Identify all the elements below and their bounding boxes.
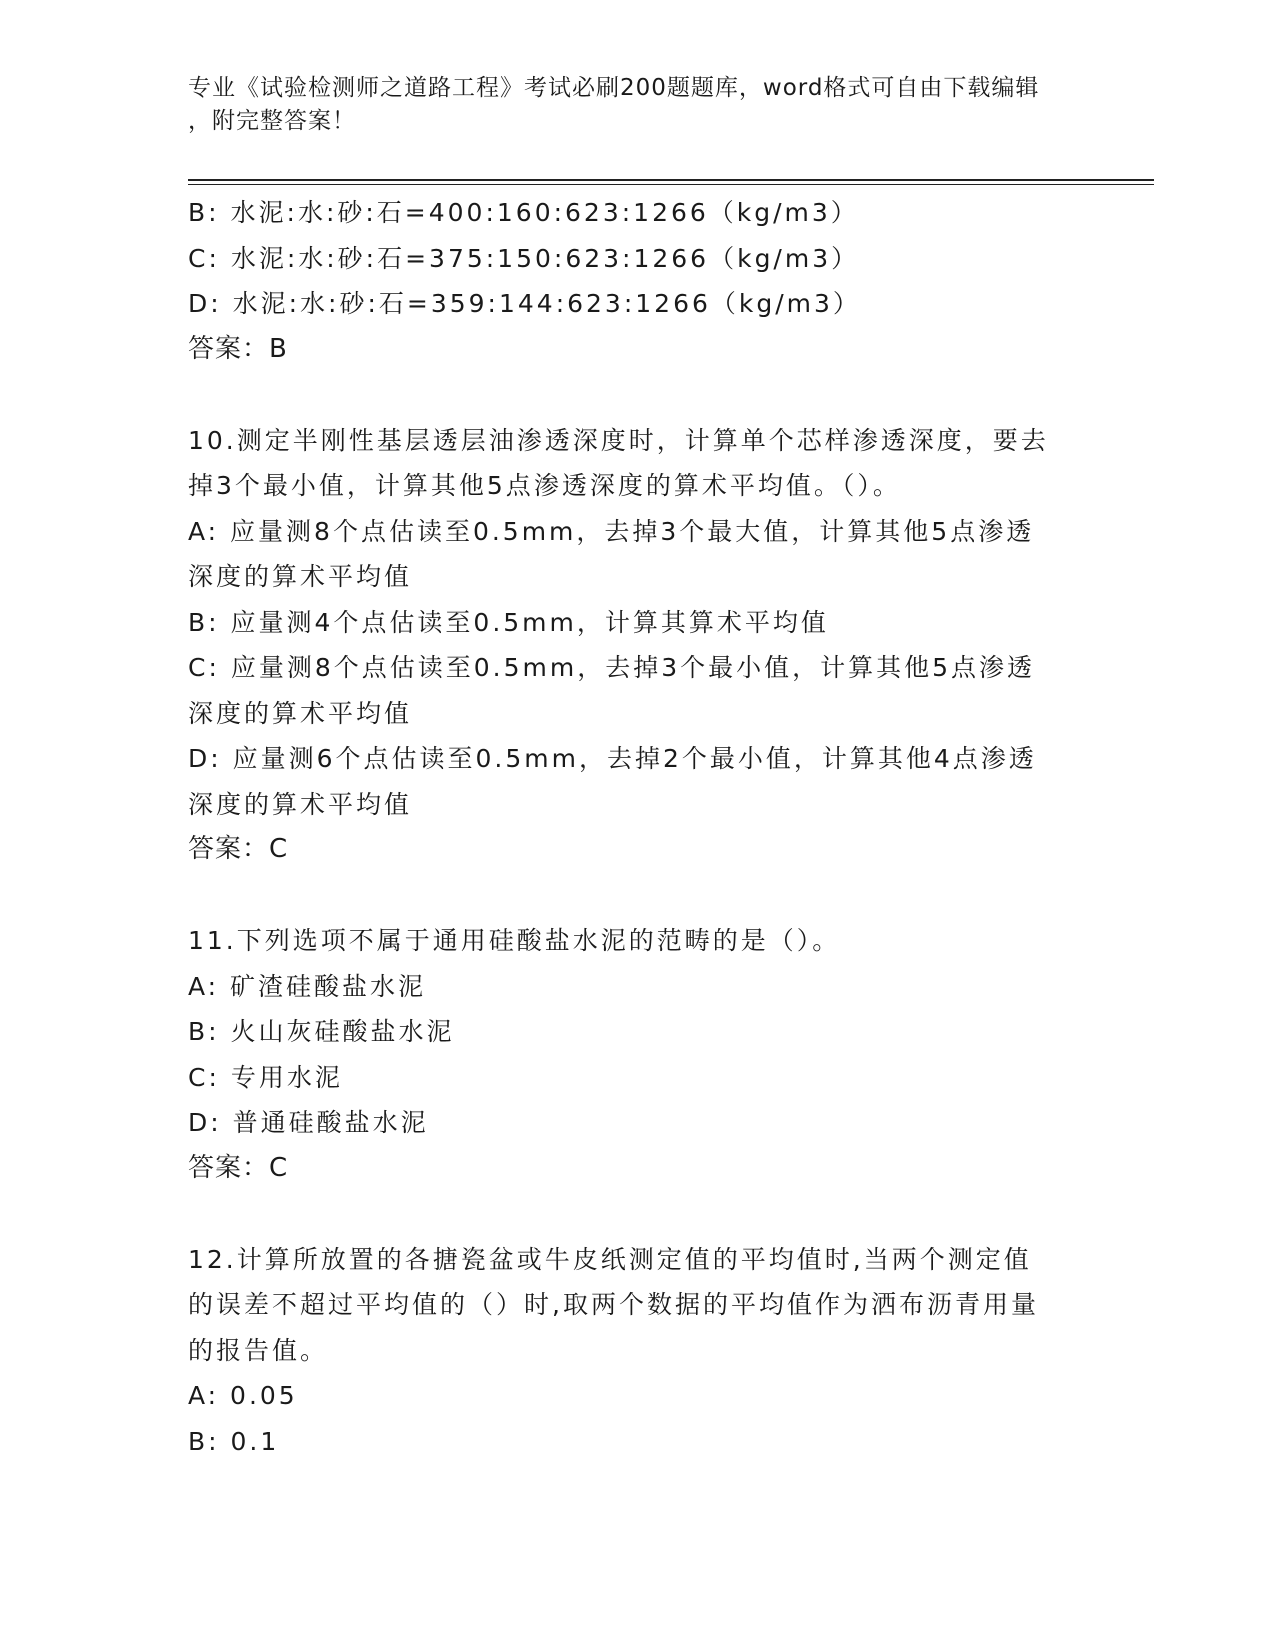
question-stem-line: 掉3个最小值，计算其他5点渗透深度的算术平均值。（）。	[188, 471, 901, 500]
document-header	[188, 72, 1068, 138]
answer-line: 答案：B	[188, 333, 288, 364]
option-a: A: 0.05	[188, 1381, 298, 1410]
option-c: C: 水泥:水:砂:石=375:150:623:1266（kg/m3）	[188, 243, 860, 273]
header-line-1: 专业《试验检测师之道路工程》考试必刷200题题库，word格式可自由下载编辑	[188, 75, 1040, 101]
spacer	[188, 372, 1088, 418]
question-12	[188, 1237, 1088, 1465]
option-a: A: 应量测8个点估读至0.5mm，去掉3个最大值，计算其他5点渗透	[188, 516, 1035, 546]
option-b: B: 水泥:水:砂:石=400:160:623:1266（kg/m3）	[188, 198, 859, 227]
option-a-continued: 深度的算术平均值	[188, 562, 413, 591]
spacer	[188, 873, 1088, 919]
question-content	[188, 190, 1088, 1464]
header-divider-thin	[188, 184, 1154, 185]
answer-line: 答案：C	[188, 834, 289, 864]
question-stem-line: 10.测定半刚性基层透层油渗透深度时，计算单个芯样渗透深度，要去	[188, 425, 1049, 455]
option-b: B: 0.1	[188, 1426, 280, 1456]
option-d: D: 普通硅酸盐水泥	[188, 1108, 429, 1137]
header-divider-thick	[188, 179, 1154, 181]
option-c: C: 应量测8个点估读至0.5mm，去掉3个最小值，计算其他5点渗透	[188, 653, 1036, 682]
option-c: C: 专用水泥	[188, 1062, 343, 1092]
option-b: B: 应量测4个点估读至0.5mm，计算其算术平均值	[188, 607, 829, 637]
spacer	[188, 1191, 1088, 1237]
answer-line: 答案：C	[188, 1152, 289, 1183]
question-10	[188, 418, 1088, 873]
option-d: D: 水泥:水:砂:石=359:144:623:1266（kg/m3）	[188, 289, 861, 318]
option-b: B: 火山灰硅酸盐水泥	[188, 1017, 455, 1046]
option-a: A: 矿渣硅酸盐水泥	[188, 971, 427, 1001]
header-line-2: ，附完整答案！	[188, 108, 356, 134]
option-d: D: 应量测6个点估读至0.5mm，去掉2个最小值，计算其他4点渗透	[188, 744, 1037, 773]
option-c-continued: 深度的算术平均值	[188, 698, 413, 728]
question-stem-line: 的误差不超过平均值的（）时,取两个数据的平均值作为洒布沥青用量	[188, 1290, 1039, 1319]
question-9-tail	[188, 190, 1088, 372]
question-stem-line: 的报告值。	[188, 1335, 329, 1365]
question-stem-line: 11.下列选项不属于通用硅酸盐水泥的范畴的是（）。	[188, 926, 841, 955]
question-11	[188, 918, 1088, 1191]
question-stem-line: 12.计算所放置的各搪瓷盆或牛皮纸测定值的平均值时,当两个测定值	[188, 1244, 1032, 1274]
option-d-continued: 深度的算术平均值	[188, 789, 413, 819]
